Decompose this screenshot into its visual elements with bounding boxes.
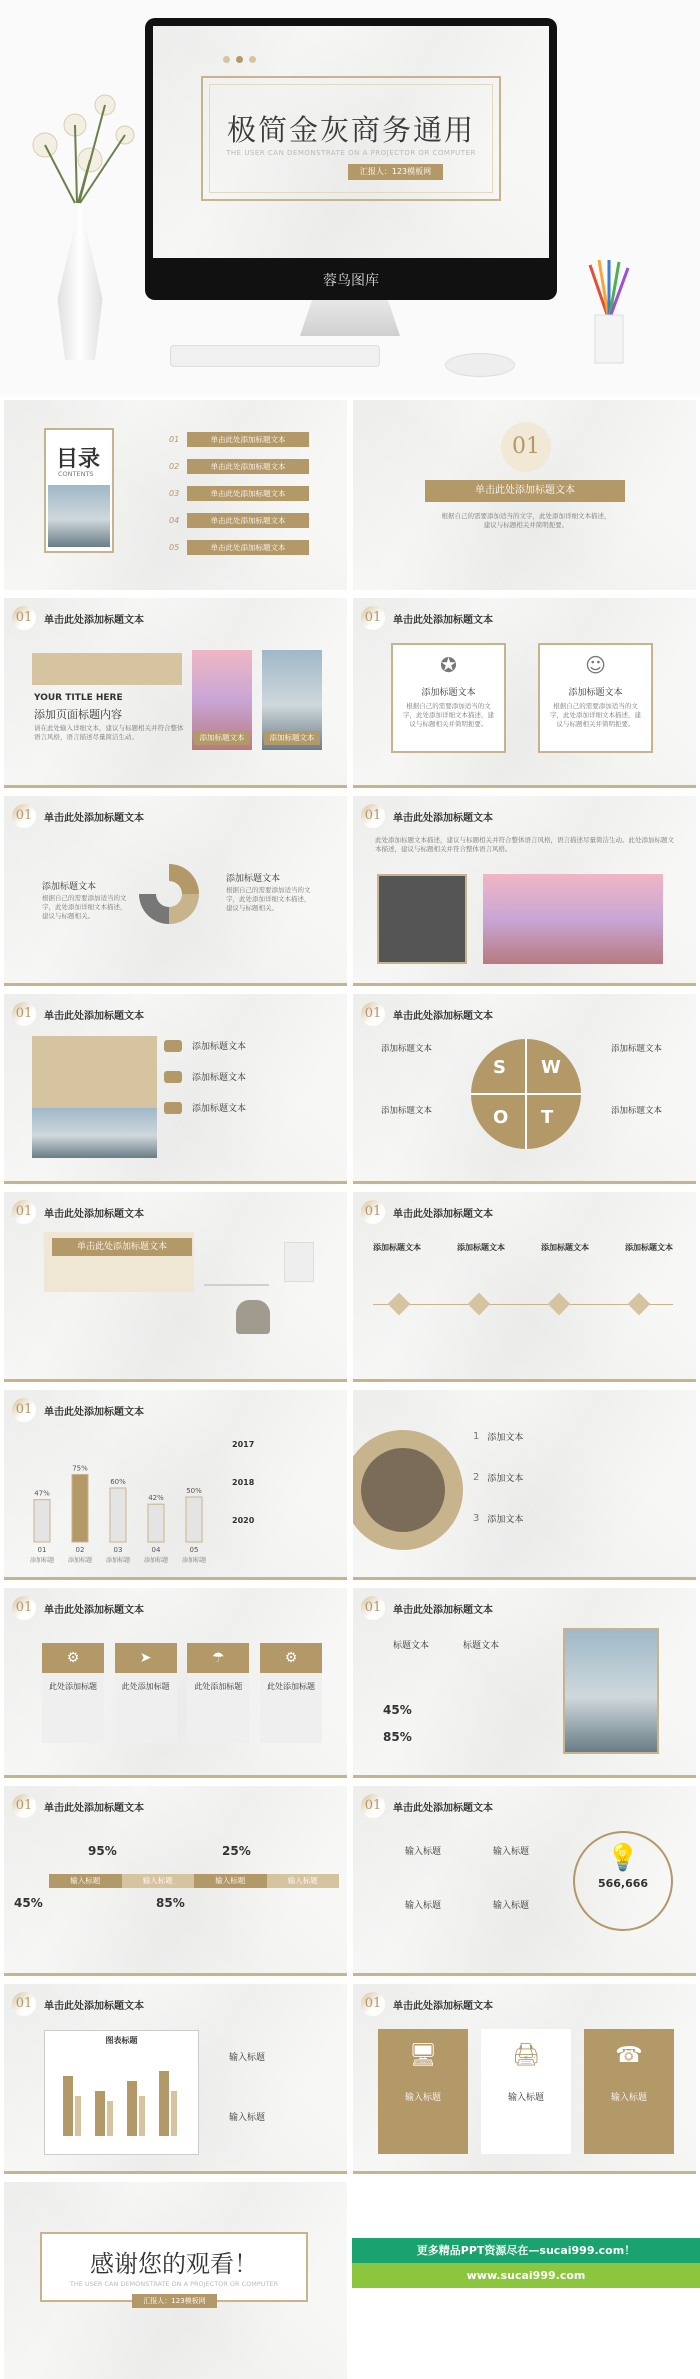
award-icon: ✪: [440, 653, 457, 677]
plane-wing-image: [32, 1108, 157, 1158]
toc-item[interactable]: 01 单击此处添加标题文本: [169, 432, 309, 447]
feature-card: 🖥 输入标题: [378, 2029, 468, 2154]
bar-value-label: 47%: [34, 1489, 50, 1498]
decor-dots: [223, 56, 256, 63]
cover-subtitle: THE USER CAN DEMONSTRATE ON A PROJECTOR OR COMPUTER: [226, 149, 476, 157]
computer-icon: 🖥: [409, 2043, 437, 2068]
bar-04: [148, 1504, 164, 1542]
timeline-node: [468, 1293, 491, 1316]
plane-wing-image: [563, 1628, 659, 1754]
icon-card: ⚙ 此处添加标题: [260, 1643, 322, 1743]
desk-image: [204, 1284, 269, 1286]
promo-banner[interactable]: 更多精品PPT资源尽在—sucai999.com！: [352, 2238, 700, 2263]
toc-item[interactable]: 05 单击此处添加标题文本: [169, 540, 309, 555]
bar-category-label: 01: [37, 1546, 47, 1554]
bar-value-label: 42%: [148, 1494, 164, 1503]
meeting-room-image: [361, 1448, 445, 1532]
info-card: ✪ 添加标题文本 根据自己的需要添加适当的文字，此处添加详细文本描述，建议与标题相关并简明扼要。: [391, 643, 506, 753]
number-list: 1 添加文本 2 添加文本 3 添加文本: [473, 1431, 524, 1525]
toc-item[interactable]: 04 单击此处添加标题文本: [169, 513, 309, 528]
bar-title-label: 添加标题: [105, 1557, 131, 1564]
hero-section: [0, 0, 700, 395]
toc-item[interactable]: 02 单击此处添加标题文本: [169, 459, 309, 474]
slide-16: 01 单击此处添加标题文本 输入标题 输入标题 输入标题 输入标题 💡 566,666: [353, 1786, 696, 1976]
keyboard-image: [170, 345, 380, 367]
slide-14: 01 单击此处添加标题文本 标题文本 标题文本 45% 85%: [353, 1588, 696, 1778]
section-number: 01: [501, 422, 551, 472]
lightbulb-icon: 💡: [606, 1843, 640, 1873]
mouse-image: [445, 353, 515, 377]
list: [164, 1039, 246, 1114]
timeline-node: [628, 1293, 651, 1316]
slide-6: 01 单击此处添加标题文本 此处添加标题文本描述，建议与标题相关并符合整体语言风格，语言描述尽量简洁生动。此处添加标题文本描述，建议与标题相关并符合整体语言风格。: [353, 796, 696, 986]
heading-cn: 添加页面标题内容: [34, 708, 122, 721]
feature-card: ☎ 输入标题: [584, 2029, 674, 2154]
printer-icon: 🖨: [512, 2043, 540, 2068]
building-image: [48, 485, 110, 547]
icon-card: ☂ 此处添加标题: [187, 1643, 249, 1743]
icon-card: ⚙ 此处添加标题: [42, 1643, 104, 1743]
road-image: [377, 874, 467, 964]
heading-en: YOUR TITLE HERE: [34, 693, 123, 703]
timeline-node: [388, 1293, 411, 1316]
swot-circle: S W O T: [471, 1039, 581, 1149]
toc-title-en: CONTENTS: [58, 470, 94, 478]
slide-13: 01 单击此处添加标题文本 ⚙ 此处添加标题 ➤ 此处添加标题 ☂ 此处添加标题 ⚙ 此处添加标题: [4, 1588, 347, 1778]
bar-chart: [24, 1422, 224, 1572]
text-box: [32, 653, 182, 685]
slide-12: [353, 1390, 696, 1580]
chat-icon: [164, 1040, 182, 1052]
monitor-mockup: [145, 18, 557, 300]
body-text: 请在此处输入详细文本，建议与标题相关并符合整体语言风格，语言描述尽量简洁生动。: [34, 724, 184, 741]
slide-toc: [4, 400, 347, 590]
list-item: 添加标题文本: [164, 1039, 246, 1052]
cover-slide: [153, 26, 549, 258]
bar-category-label: 03: [113, 1546, 123, 1554]
toc-title: 目录: [56, 446, 101, 472]
bar-title-label: 添加标题: [181, 1557, 207, 1564]
slide-3: 01 单击此处添加标题文本 YOUR TITLE HERE 添加页面标题内容 请在此处输入详细文本，建议与标题相关并符合整体语言风格，语言描述尽量简洁生动。 添加标题文本 添加标题文本: [4, 598, 347, 788]
thanks-author: 汇报人：123模板网: [132, 2294, 217, 2308]
slide-timeline: 01 单击此处添加标题文本 添加标题文本 添加标题文本 添加标题文本 添加标题文本: [353, 1192, 696, 1382]
label-bar: 输入标题 输入标题 输入标题 输入标题: [49, 1874, 339, 1888]
bar-category-label: 04: [151, 1546, 161, 1554]
bridge-image: [483, 874, 663, 964]
cover-title: 极简金灰商务通用: [226, 113, 475, 147]
monitor-stand: [300, 300, 400, 336]
pencil-cup-icon: [585, 260, 633, 365]
section-title: 单击此处添加标题文本: [425, 480, 625, 502]
timeline-node: [548, 1293, 571, 1316]
mini-bar-chart: [45, 2046, 200, 2151]
umbrella-icon: ☂: [187, 1643, 249, 1673]
bar-value-label: 60%: [110, 1478, 126, 1486]
toc-item[interactable]: 03 单击此处添加标题文本: [169, 486, 309, 501]
icon-cards: [42, 1643, 322, 1743]
list-item: 添加标题文本: [164, 1101, 246, 1114]
bar-title-label: 添加标题: [67, 1557, 93, 1564]
phone-icon: ☎: [615, 2043, 643, 2068]
gear-icon: ⚙: [260, 1643, 322, 1673]
user-icon: ☺: [585, 653, 606, 677]
toc-list: [169, 432, 309, 555]
bar-title-label: 添加标题: [143, 1557, 169, 1564]
stat-circle: 💡 566,666: [573, 1831, 673, 1931]
list-item: 添加标题文本: [164, 1070, 246, 1083]
bar-category-label: 05: [189, 1546, 199, 1554]
slide-9: 01 单击此处添加标题文本 单击此处添加标题文本: [4, 1192, 347, 1382]
author-badge: 汇报人：123模板网: [348, 164, 443, 180]
bar-value-label: 75%: [72, 1464, 88, 1473]
slide-bar-chart: 01 单击此处添加标题文本 47% 01 添加标题 75% 02 添加标题 60% 03 添加标题 42% 04 添加标题 50% 05 添加标题 2017 2018 2020: [4, 1390, 347, 1580]
timeline-labels: 添加标题文本 添加标题文本 添加标题文本 添加标题文本: [373, 1243, 673, 1252]
pie-icon: [164, 1102, 182, 1114]
slide-4: 01 单击此处添加标题文本 ✪ 添加标题文本 根据自己的需要添加适当的文字，此处添加详细文本描述，建议与标题相关并简明扼要。 ☺ 添加标题文本 根据自己的需要添加适当的文字，此处添加详细文本描述，建议与标题相关并简明扼要。: [353, 598, 696, 788]
chair-image: [236, 1300, 270, 1334]
promo-link[interactable]: www.sucai999.com: [352, 2263, 700, 2288]
feature-card: 🖨 输入标题: [481, 2029, 571, 2154]
document-icon: [164, 1071, 182, 1083]
text-box: [32, 1036, 157, 1108]
bar-03: [110, 1488, 126, 1542]
frame-image: [284, 1242, 314, 1282]
slide-18: 01 单击此处添加标题文本 🖥 输入标题 🖨 输入标题 ☎ 输入标题: [353, 1984, 696, 2174]
slide-section: [353, 400, 696, 590]
cycle-icon: [132, 856, 207, 936]
slide-thanks: [4, 2182, 347, 2379]
bar-05: [186, 1497, 202, 1542]
bar-02: [72, 1475, 88, 1543]
thanks-title: 感谢您的观看！: [90, 2250, 258, 2278]
bar-category-label: 02: [75, 1546, 85, 1554]
slide-swot: 01 单击此处添加标题文本 S W O T 添加标题文本 添加标题文本 添加标题文本 添加标题文本: [353, 994, 696, 1184]
slide-number: 01: [12, 606, 36, 630]
bar-title-label: 添加标题: [29, 1557, 55, 1564]
flower-vase-image: [55, 185, 105, 360]
send-icon: ➤: [115, 1643, 177, 1673]
chart-frame: 图表标题: [44, 2030, 199, 2155]
icon-card: ➤ 此处添加标题: [115, 1643, 177, 1743]
bar-value-label: 50%: [186, 1487, 202, 1495]
slide-17: 01 单击此处添加标题文本 图表标题 输入标题 输入标题: [4, 1984, 347, 2174]
thanks-subtitle: THE USER CAN DEMONSTRATE ON A PROJECTOR OR COMPUTER: [69, 2280, 279, 2288]
section-body: 根据自己的需要添加适当的文字，此处添加详细文本描述，建议与标题相关并简明扼要。: [441, 512, 611, 529]
slide-5: 01 单击此处添加标题文本 添加标题文本 根据自己的需要添加适当的文字，此处添加详细文本描述，建议与标题相关。 添加标题文本 根据自己的需要添加适当的文字，此处添加详细文本描述，建议与标题相关。: [4, 796, 347, 986]
flowers-icon: [15, 85, 155, 205]
slide-15: 01 单击此处添加标题文本 95% 25% 45% 85% 输入标题 输入标题 输入标题 输入标题: [4, 1786, 347, 1976]
monitor-brand: 蓉鸟图库: [323, 273, 379, 289]
slide-title: 单击此处添加标题文本: [44, 615, 144, 626]
gear-icon: ⚙: [42, 1643, 104, 1673]
bar-01: [34, 1500, 50, 1542]
info-card: ☺ 添加标题文本 根据自己的需要添加适当的文字，此处添加详细文本描述，建议与标题相关并简明扼要。: [538, 643, 653, 753]
slide-7: 01 单击此处添加标题文本 添加标题文本 添加标题文本 添加标题文本: [4, 994, 347, 1184]
